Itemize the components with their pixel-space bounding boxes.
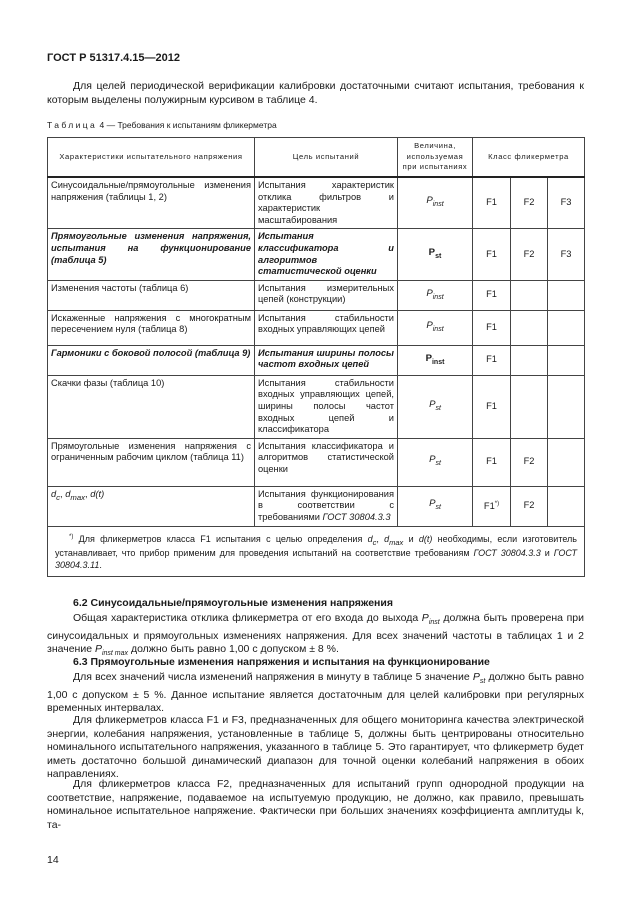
document-header: ГОСТ Р 51317.4.15—2012 [47, 52, 181, 64]
cell-purpose: Испытания классификатора и алгоритмов статистической оценки [255, 438, 398, 486]
table-row [48, 310, 585, 345]
cell-quantity: $P_{inst}$ [398, 345, 473, 375]
cell-class-c1: F1 [473, 438, 511, 486]
col-header-characteristic: Характеристики испытательного напряжения [48, 138, 255, 178]
cell-class-c3 [548, 345, 585, 375]
cell-quantity: $P_{inst}$ [398, 280, 473, 310]
cell-class-c3 [548, 375, 585, 438]
col-header-purpose: Цель испытаний [255, 138, 398, 178]
section-6-3-title: 6.3 Прямоугольные изменения напряжения и испытания на функционирование [73, 656, 490, 668]
cell-characteristic: Гармоники с боковой полосой (таблица 9) [48, 345, 255, 375]
cell-characteristic: Прямоугольные изменения напряжения, испытания на функционирование (таблица 5) [48, 229, 255, 280]
table-caption [47, 120, 277, 130]
cell-purpose: Испытания характеристик отклика фильтров и характеристик масштабирования [255, 177, 398, 229]
section-6-3-paragraph-1: Для всех значений числа изменений напряжения в минуту в таблице 5 значение $P_{st}$ должно быть равно 1,00 с допуском ± 5 %. Данное испытание является достаточным для целей калибровки при регулярных временных интервалах. [47, 671, 584, 715]
cell-class-c2 [511, 280, 548, 310]
intro-paragraph: Для целей периодической верификации калибровки достаточными считают испытания, требования к которым выделены полужирным курсивом в таблице 4. [47, 80, 584, 106]
cell-class-c3: F3 [548, 177, 585, 229]
cell-class-c2 [511, 345, 548, 375]
table-row [48, 229, 585, 280]
cell-class-c1: F1*) [473, 486, 511, 526]
table-footnote: *) Для фликерметров класса F1 испытания с целью определения $d_c$, $d_{max}$ и d(t) необходимы, если изготовитель устанавливает, что прибор применим для проведения испытаний на соответствие требованиям ГОСТ 30804.3.3 и ГОСТ 30804.3.11. [48, 526, 585, 576]
cell-class-c2: F2 [511, 486, 548, 526]
table-row [48, 345, 585, 375]
table-row [48, 438, 585, 486]
cell-purpose: Испытания функционирования в соответствии с требованиями ГОСТ 30804.3.3 [255, 486, 398, 526]
cell-quantity: $P_{st}$ [398, 229, 473, 280]
table-caption-text: 4 — Требования к испытаниям фликерметра [99, 120, 277, 130]
cell-class-c3 [548, 310, 585, 345]
table-row [48, 177, 585, 229]
page-number: 14 [47, 854, 59, 866]
cell-characteristic: Скачки фазы (таблица 10) [48, 375, 255, 438]
cell-quantity: $P_{st}$ [398, 375, 473, 438]
cell-class-c1: F1 [473, 310, 511, 345]
cell-class-c2: F2 [511, 229, 548, 280]
col-header-class: Класс фликерметра [473, 138, 585, 178]
cell-class-c1: F1 [473, 375, 511, 438]
cell-class-c2: F2 [511, 177, 548, 229]
cell-characteristic: $d_c$, $d_{max}$, d(t) [48, 486, 255, 526]
cell-purpose: Испытания измерительных цепей (конструкции) [255, 280, 398, 310]
requirements-table [47, 137, 585, 577]
cell-quantity: $P_{st}$ [398, 486, 473, 526]
table-row [48, 486, 585, 526]
cell-purpose: Испытания классификатора и алгоритмов статистической оценки [255, 229, 398, 280]
section-6-2-title: 6.2 Синусоидальные/прямоугольные изменения напряжения [73, 597, 393, 609]
cell-purpose: Испытания стабильности входных управляющих цепей [255, 310, 398, 345]
cell-class-c1: F1 [473, 229, 511, 280]
cell-class-c1: F1 [473, 280, 511, 310]
cell-quantity: $P_{st}$ [398, 438, 473, 486]
cell-characteristic: Изменения частоты (таблица 6) [48, 280, 255, 310]
col-header-quantity: Величина, используемая при испытаниях [398, 138, 473, 178]
section-6-3-paragraph-3: Для фликерметров класса F2, предназначенных для испытаний групп однородной продукции на соответствие, напряжение, подаваемое на испытуемую продукцию, не должно, как правило, превышать номинальное испытательное напряжение. Фактически при больших значениях коэффициента амплитуды k, та- [47, 778, 584, 831]
cell-purpose: Испытания ширины полосы частот входных цепей [255, 345, 398, 375]
table-row [48, 375, 585, 438]
cell-quantity: $P_{inst}$ [398, 177, 473, 229]
cell-purpose: Испытания стабильности входных управляющих цепей, ширины полосы частот входных цепей и классификатора [255, 375, 398, 438]
cell-class-c3 [548, 438, 585, 486]
cell-class-c1: F1 [473, 345, 511, 375]
table-note-row [48, 526, 585, 576]
cell-characteristic: Искаженные напряжения с многократным пересечением нуля (таблица 8) [48, 310, 255, 345]
section-6-3-paragraph-2: Для фликерметров класса F1 и F3, предназначенных для общего мониторинга качества электрической энергии, колебания напряжения, установленные в таблице 5, должны быть центрированы относительно номинального испытательного напряжения, указанного в таблице 5. Это гарантирует, что фликерметр будет иметь достаточно большой динамический диапазон для точной оценки колебаний напряжения в обоих направлениях. [47, 714, 584, 780]
cell-class-c2: F2 [511, 438, 548, 486]
table-caption-word: Таблица [47, 120, 98, 130]
cell-class-c3: F3 [548, 229, 585, 280]
cell-class-c3 [548, 486, 585, 526]
cell-class-c2 [511, 310, 548, 345]
cell-class-c1: F1 [473, 177, 511, 229]
cell-characteristic: Синусоидальные/прямоугольные изменения напряжения (таблицы 1, 2) [48, 177, 255, 229]
cell-class-c3 [548, 280, 585, 310]
cell-characteristic: Прямоугольные изменения напряжения с ограниченным рабочим циклом (таблица 11) [48, 438, 255, 486]
cell-quantity: $P_{inst}$ [398, 310, 473, 345]
section-6-2-paragraph: Общая характеристика отклика фликерметра от его входа до выхода $P_{inst}$ должна быть проверена при синусоидальных и прямоугольных изменениях напряжения. Для всех значений частоты в таблицах 1 и 2 значение $P_{inst max}$ должно быть равно 1,00 с допуском ± 8 %. [47, 612, 584, 658]
table-row [48, 280, 585, 310]
cell-class-c2 [511, 375, 548, 438]
